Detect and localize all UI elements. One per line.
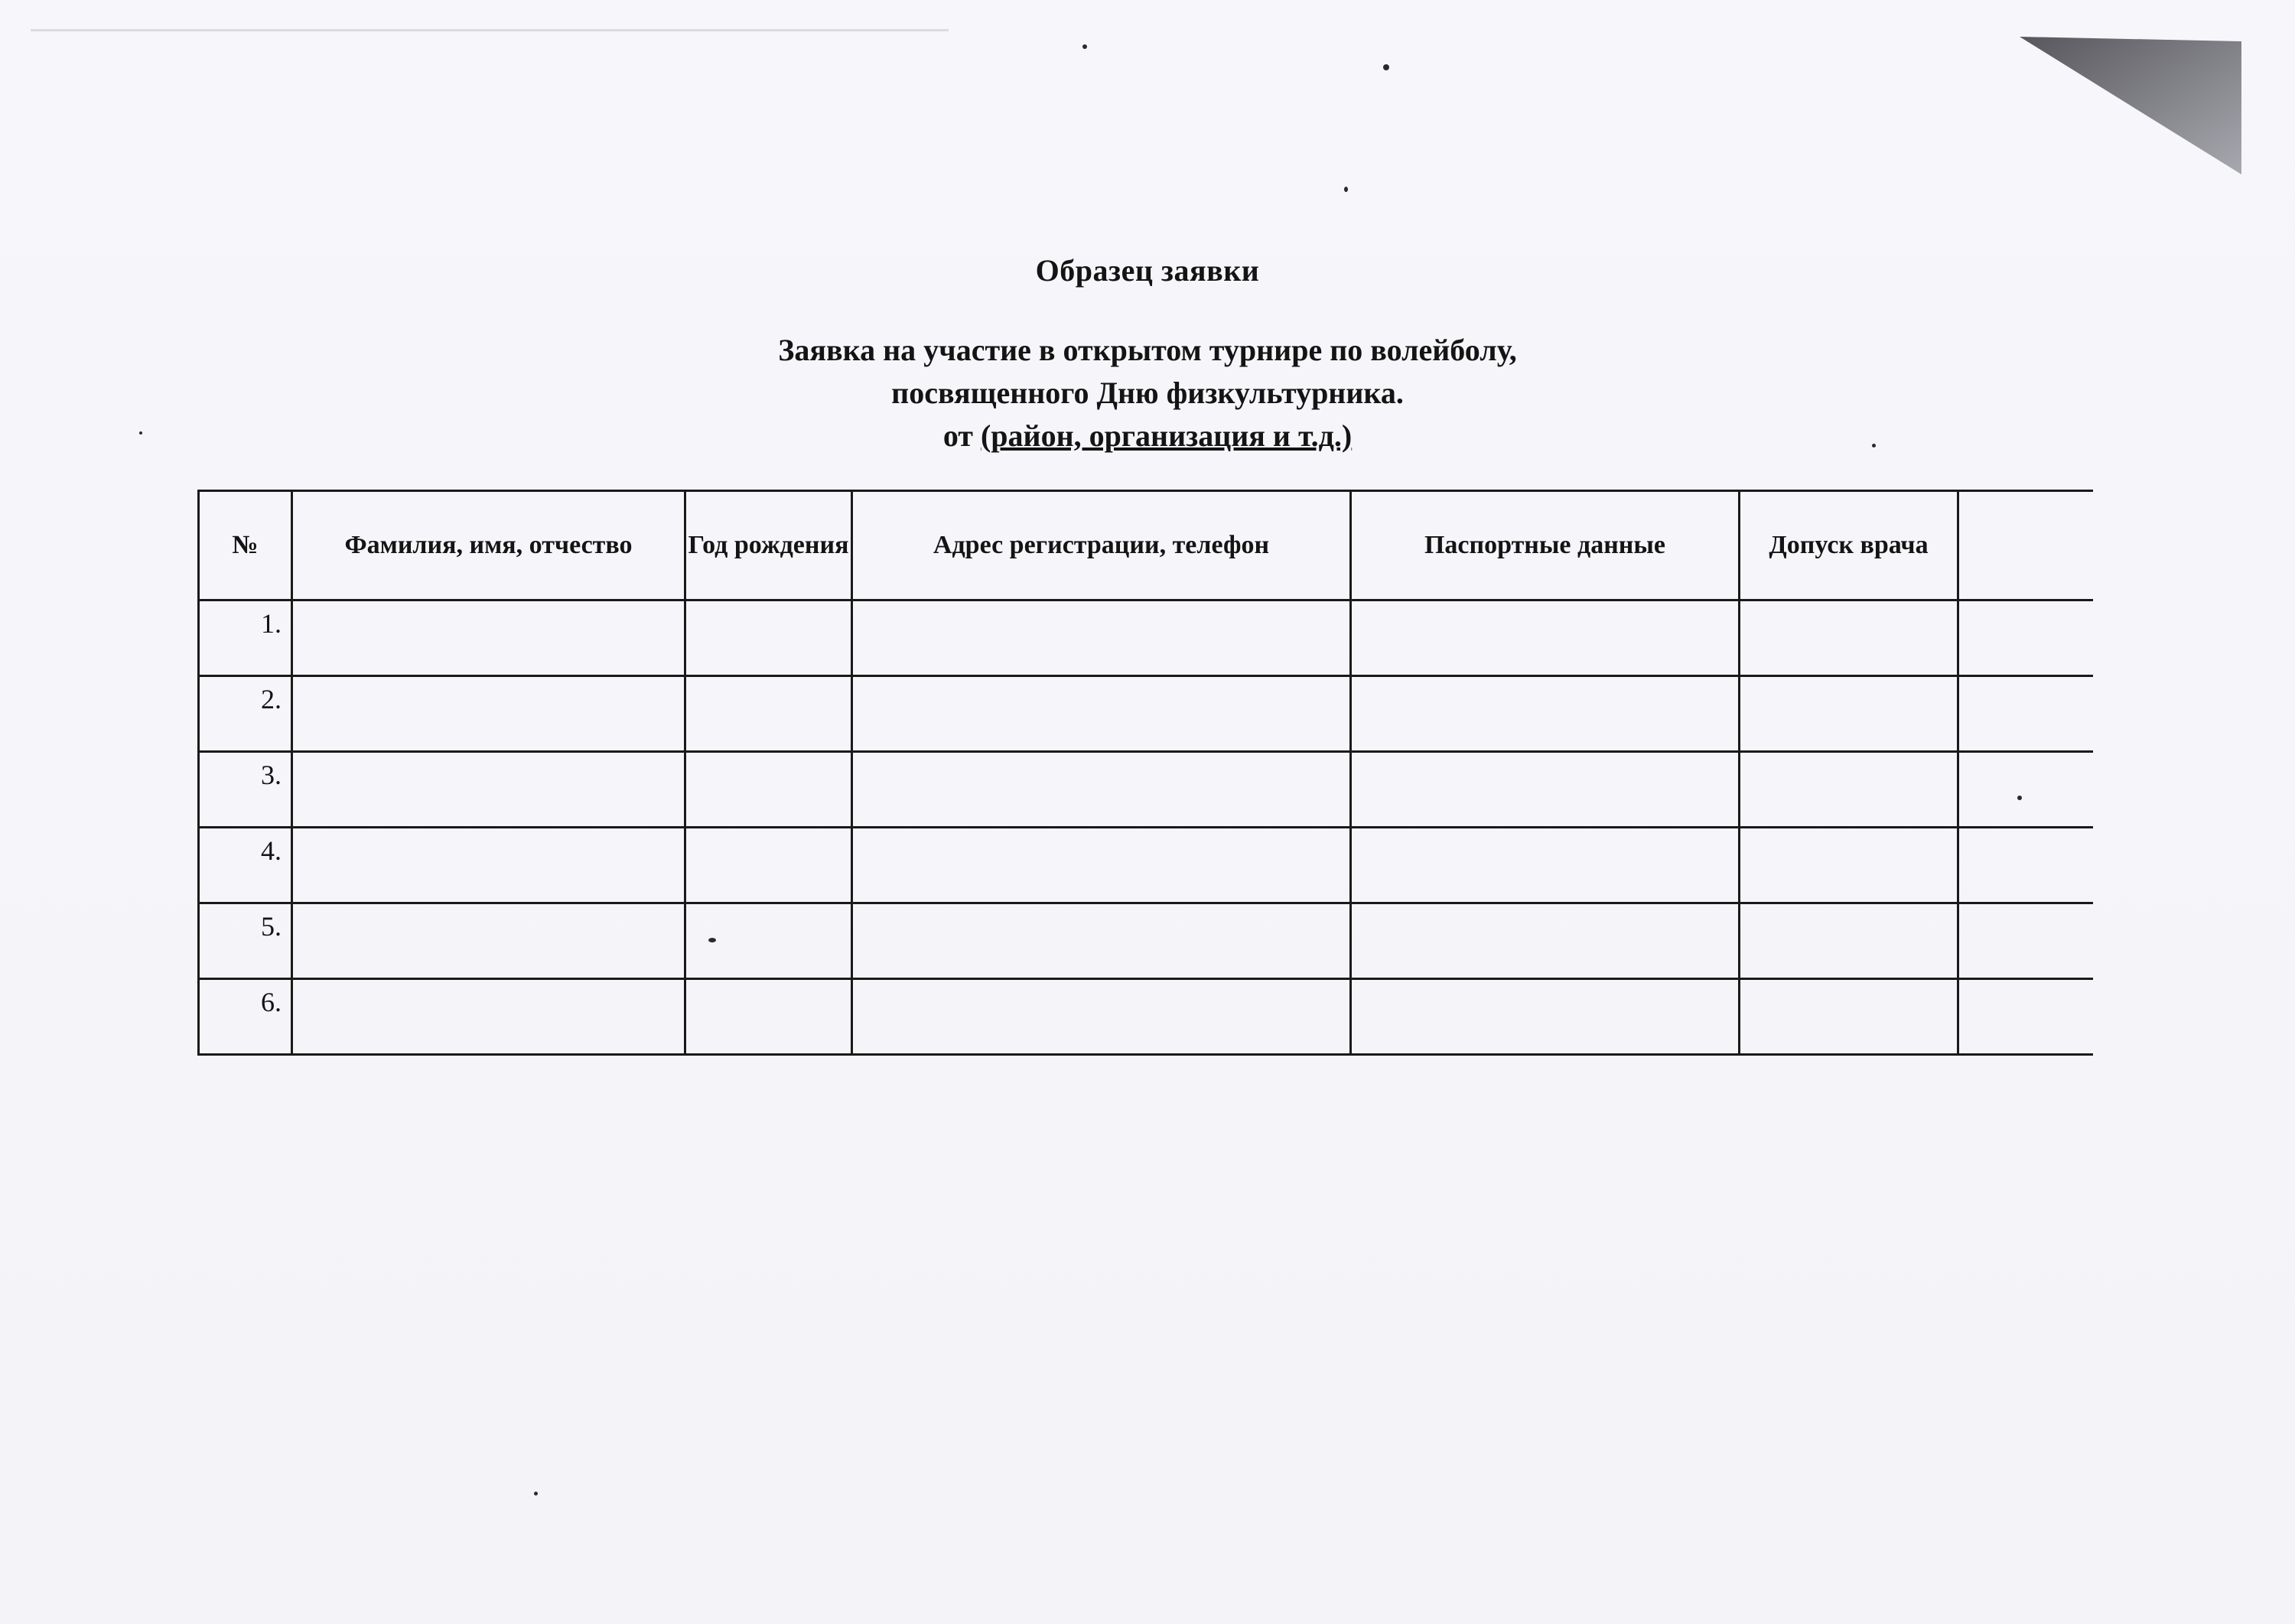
table-row <box>199 676 2093 752</box>
cell-doctor-approval[interactable] <box>1740 979 1958 1055</box>
scan-speck <box>534 1492 538 1495</box>
header-full-name: Фамилия, имя, отчество <box>292 491 685 600</box>
heading-line-1: Заявка на участие в открытом турнире по волейболу, <box>778 333 1517 367</box>
cell-passport[interactable] <box>1351 903 1740 979</box>
header-passport: Паспортные данные <box>1351 491 1740 600</box>
cell-doctor-approval[interactable] <box>1740 752 1958 828</box>
heading-line-3 <box>0 415 2295 457</box>
cell-birth-year[interactable] <box>685 828 852 903</box>
folded-corner-shadow <box>2012 37 2241 182</box>
document-title: Образец заявки <box>1035 253 1260 288</box>
cell-passport[interactable] <box>1351 752 1740 828</box>
scan-speck <box>1344 187 1348 192</box>
cell-full-name[interactable] <box>292 752 685 828</box>
cell-extra[interactable] <box>1958 903 2093 979</box>
cell-doctor-approval[interactable] <box>1740 903 1958 979</box>
cell-doctor-approval[interactable] <box>1740 828 1958 903</box>
scan-speck <box>1082 44 1087 49</box>
cell-passport[interactable] <box>1351 600 1740 676</box>
scan-speck <box>1383 64 1389 70</box>
header-doctor-approval: Допуск врача <box>1740 491 1958 600</box>
cell-address-phone[interactable] <box>852 828 1351 903</box>
cell-birth-year[interactable] <box>685 903 852 979</box>
cell-passport[interactable] <box>1351 828 1740 903</box>
row-number: 4. <box>199 828 292 903</box>
cell-address-phone[interactable] <box>852 903 1351 979</box>
heading-line-2: посвященного Дню физкультурника. <box>891 376 1404 410</box>
scan-edge <box>31 29 949 31</box>
cell-extra[interactable] <box>1958 600 2093 676</box>
cell-extra[interactable] <box>1958 979 2093 1055</box>
cell-full-name[interactable] <box>292 600 685 676</box>
cell-birth-year[interactable] <box>685 676 852 752</box>
table-row <box>199 600 2093 676</box>
table-row <box>199 828 2093 903</box>
header-birth-year: Год рождения <box>685 491 852 600</box>
cell-doctor-approval[interactable] <box>1740 676 1958 752</box>
row-number: 3. <box>199 752 292 828</box>
table-row <box>199 903 2093 979</box>
row-number: 1. <box>199 600 292 676</box>
cell-full-name[interactable] <box>292 979 685 1055</box>
cell-address-phone[interactable] <box>852 752 1351 828</box>
header-number: № <box>199 491 292 600</box>
cell-birth-year[interactable] <box>685 979 852 1055</box>
from-prefix: от <box>942 418 981 453</box>
cell-extra[interactable] <box>1958 676 2093 752</box>
application-heading <box>0 329 2295 457</box>
cell-passport[interactable] <box>1351 979 1740 1055</box>
row-number: 5. <box>199 903 292 979</box>
table-header-row <box>199 491 2093 600</box>
header-address-phone: Адрес регистрации, телефон <box>852 491 1351 600</box>
from-organization-placeholder: (район, организация и т.д.) <box>980 418 1353 453</box>
cell-address-phone[interactable] <box>852 979 1351 1055</box>
cell-full-name[interactable] <box>292 676 685 752</box>
cell-birth-year[interactable] <box>685 752 852 828</box>
cell-address-phone[interactable] <box>852 676 1351 752</box>
cell-birth-year[interactable] <box>685 600 852 676</box>
row-number: 2. <box>199 676 292 752</box>
cell-extra[interactable] <box>1958 828 2093 903</box>
header-extra <box>1958 491 2093 600</box>
cell-address-phone[interactable] <box>852 600 1351 676</box>
cell-full-name[interactable] <box>292 903 685 979</box>
cell-full-name[interactable] <box>292 828 685 903</box>
table-row <box>199 752 2093 828</box>
cell-doctor-approval[interactable] <box>1740 600 1958 676</box>
row-number: 6. <box>199 979 292 1055</box>
table-row <box>199 979 2093 1055</box>
cell-passport[interactable] <box>1351 676 1740 752</box>
participants-table <box>197 490 2093 1056</box>
cell-extra[interactable] <box>1958 752 2093 828</box>
